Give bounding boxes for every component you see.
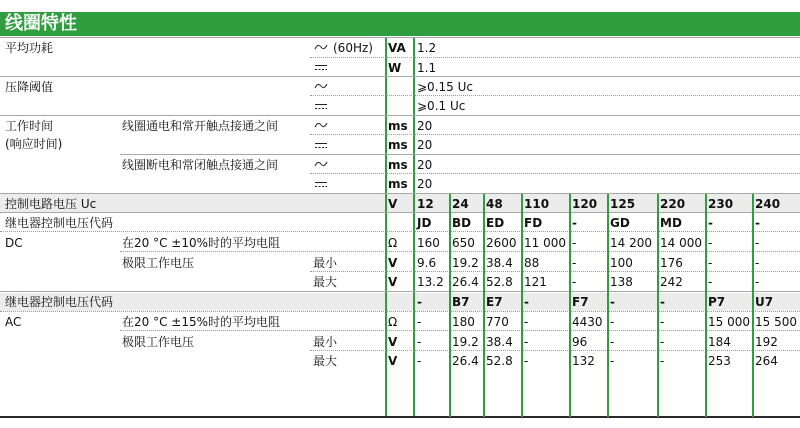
- value-va: 1.2: [417, 41, 437, 55]
- dc-min-cell: 88: [524, 256, 540, 270]
- unit-va: VA: [388, 41, 406, 55]
- dc-resistance-cell: 11 000: [524, 236, 566, 250]
- avg-power-label: 平均功耗: [5, 41, 54, 55]
- ac-resistance-cell: -: [524, 315, 529, 329]
- dc-resistance-cell: 650: [452, 236, 475, 250]
- ac-min-cell: 184: [708, 335, 731, 349]
- column-rule: [705, 194, 707, 417]
- unit-ms: ms: [388, 158, 408, 172]
- control-voltage-label: 控制电路电压 Uc: [5, 197, 97, 211]
- dc-max-cell: -: [572, 275, 577, 289]
- row-rule: [0, 311, 800, 312]
- unit-ohm: Ω: [388, 315, 398, 329]
- dc-code-cell: GD: [610, 216, 630, 230]
- dc-resistance-cell: 14 000: [660, 236, 702, 250]
- dc-resistance-cell: 14 200: [610, 236, 652, 250]
- ac-resistance-cell: -: [417, 315, 422, 329]
- ac-code-cell: E7: [486, 295, 503, 309]
- unit-volt: V: [388, 256, 398, 270]
- ac-max-cell: 26.4: [452, 354, 479, 368]
- dc-max-cell: -: [708, 275, 713, 289]
- ac-max-cell: -: [610, 354, 615, 368]
- dc-max-cell: 242: [660, 275, 683, 289]
- ac-limit-voltage-label: 极限工作电压: [122, 335, 195, 349]
- row-rule: [310, 271, 800, 272]
- row-rule: [0, 37, 800, 38]
- ac-code-cell: -: [417, 295, 422, 309]
- ac-code-band: [0, 293, 800, 311]
- close-time-label: 线圈通电和常开触点接通之间: [122, 119, 279, 133]
- dc-min-cell: 100: [610, 256, 633, 270]
- dc-max-cell: 52.8: [486, 275, 513, 289]
- row-rule: [0, 76, 800, 77]
- ac-max-cell: 253: [708, 354, 731, 368]
- voltage-cell: 220: [660, 197, 686, 211]
- value-ac-dropout: ⩾0.15 Uc: [417, 80, 473, 94]
- ac-min-cell: 96: [572, 335, 588, 349]
- dc-symbol-icon: [314, 103, 328, 110]
- row-rule: [120, 251, 800, 252]
- dc-resistance-cell: -: [572, 236, 577, 250]
- value-ms: 20: [417, 158, 433, 172]
- row-rule: [120, 154, 800, 155]
- voltage-cell: 12: [417, 197, 434, 211]
- voltage-cell: 48: [486, 197, 503, 211]
- dc-symbol-icon: [314, 142, 328, 149]
- ac-max-cell: 132: [572, 354, 595, 368]
- ac-code-cell: -: [610, 295, 615, 309]
- value-ms: 20: [417, 138, 433, 152]
- table-bottom-rule: [0, 416, 800, 418]
- dc-symbol-icon: [314, 181, 328, 188]
- ac-symbol-icon: [314, 121, 328, 129]
- dc-min-cell: 9.6: [417, 256, 437, 270]
- ac-min-cell: 19.2: [452, 335, 479, 349]
- dc-code-cell: JD: [417, 216, 432, 230]
- voltage-cell: 120: [572, 197, 598, 211]
- unit-volt: V: [388, 354, 398, 368]
- ac-resistance-cell: 770: [486, 315, 509, 329]
- dc-code-cell: MD: [660, 216, 682, 230]
- ac-max-cell: -: [524, 354, 529, 368]
- dc-min-cell: 38.4: [486, 256, 513, 270]
- ac-min-label: 最小: [313, 335, 338, 349]
- unit-volt: V: [388, 197, 398, 211]
- row-rule: [310, 134, 800, 135]
- column-rule: [449, 194, 451, 417]
- column-rule: [752, 194, 754, 417]
- ac-symbol-icon: [314, 43, 328, 51]
- ac-code-cell: F7: [572, 295, 589, 309]
- dc-min-cell: -: [755, 256, 760, 270]
- row-rule: [310, 350, 800, 351]
- dc-min-cell: -: [708, 256, 713, 270]
- ac-code-cell: B7: [452, 295, 470, 309]
- voltage-cell: 125: [610, 197, 636, 211]
- dc-resistance-cell: 160: [417, 236, 440, 250]
- dc-max-cell: 26.4: [452, 275, 479, 289]
- voltage-cell: 110: [524, 197, 550, 211]
- column-rule: [483, 194, 485, 417]
- ac-resistance-cell: 15 000: [708, 315, 750, 329]
- ac-min-cell: -: [524, 335, 529, 349]
- ac-label: AC: [5, 315, 22, 329]
- dc-code-cell: -: [572, 216, 577, 230]
- ac-min-cell: 192: [755, 335, 778, 349]
- column-rule: [607, 194, 609, 417]
- ac-symbol-icon: [314, 82, 328, 90]
- dc-min-cell: 19.2: [452, 256, 479, 270]
- dc-max-cell: -: [755, 275, 760, 289]
- page-title: 线圈特性: [5, 13, 77, 34]
- ac-resistance-cell: -: [610, 315, 615, 329]
- dc-label: DC: [5, 236, 23, 250]
- title-bar: [0, 12, 800, 36]
- row-rule: [120, 330, 800, 331]
- operating-time-label: 工作时间: [5, 119, 54, 133]
- unit-ms: ms: [388, 138, 408, 152]
- unit-w: W: [388, 61, 402, 75]
- dc-min-cell: 176: [660, 256, 683, 270]
- dc-limit-voltage-label: 极限工作电压: [122, 256, 195, 270]
- row-rule: [0, 193, 800, 194]
- dc-symbol-icon: [314, 64, 328, 71]
- value-dc-dropout: ⩾0.1 Uc: [417, 99, 466, 113]
- dc-code-cell: BD: [452, 216, 472, 230]
- dc-min-cell: -: [572, 256, 577, 270]
- ac-min-cell: 38.4: [486, 335, 513, 349]
- dc-max-cell: 121: [524, 275, 547, 289]
- row-rule: [0, 115, 800, 116]
- row-rule: [0, 212, 800, 213]
- ac-code-cell: U7: [755, 295, 774, 309]
- dropout-label: 压降阈值: [5, 80, 54, 94]
- dc-max-cell: 138: [610, 275, 633, 289]
- ac-max-label: 最大: [313, 354, 338, 368]
- ac-resistance-cell: 4430: [572, 315, 603, 329]
- unit-volt: V: [388, 275, 398, 289]
- dc-resistance-cell: 2600: [486, 236, 517, 250]
- column-rule: [569, 194, 571, 417]
- ac-code-cell: -: [660, 295, 665, 309]
- ac-max-cell: -: [660, 354, 665, 368]
- voltage-cell: 24: [452, 197, 469, 211]
- value-ms: 20: [417, 119, 433, 133]
- ac-code-cell: P7: [708, 295, 726, 309]
- dc-code-cell: ED: [486, 216, 505, 230]
- open-time-label: 线圈断电和常闭触点接通之间: [122, 158, 279, 172]
- dc-max-cell: 13.2: [417, 275, 444, 289]
- ac-min-cell: -: [610, 335, 615, 349]
- dc-resistance-label: 在20 °C ±10%时的平均电阻: [122, 236, 281, 250]
- unit-ms: ms: [388, 177, 408, 191]
- column-rule: [657, 194, 659, 417]
- ac-resistance-cell: 15 500: [755, 315, 797, 329]
- row-rule: [0, 291, 800, 292]
- row-rule: [310, 57, 800, 58]
- ac-min-cell: -: [660, 335, 665, 349]
- ac-code-cell: -: [524, 295, 529, 309]
- ac-resistance-cell: 180: [452, 315, 475, 329]
- ac-symbol-icon: [314, 160, 328, 168]
- row-rule: [310, 95, 800, 96]
- unit-volt: V: [388, 335, 398, 349]
- dc-min-label: 最小: [313, 256, 338, 270]
- ac-code-label: 继电器控制电压代码: [5, 295, 114, 309]
- unit-ms: ms: [388, 119, 408, 133]
- column-rule: [521, 194, 523, 417]
- unit-ohm: Ω: [388, 236, 398, 250]
- ac-max-cell: -: [417, 354, 422, 368]
- dc-resistance-cell: -: [755, 236, 760, 250]
- dc-code-cell: -: [755, 216, 760, 230]
- ac-max-cell: 264: [755, 354, 778, 368]
- voltage-cell: 240: [755, 197, 781, 211]
- ac-resistance-cell: -: [660, 315, 665, 329]
- dc-code-cell: FD: [524, 216, 543, 230]
- frequency-label: (60Hz): [333, 41, 373, 55]
- value-ms: 20: [417, 177, 433, 191]
- row-rule: [0, 231, 800, 232]
- dc-code-label: 继电器控制电压代码: [5, 216, 114, 230]
- ac-resistance-label: 在20 °C ±15%时的平均电阻: [122, 315, 281, 329]
- dc-resistance-cell: -: [708, 236, 713, 250]
- dc-code-cell: -: [708, 216, 713, 230]
- response-time-label: (响应时间): [5, 137, 63, 151]
- dc-max-label: 最大: [313, 275, 338, 289]
- row-rule: [310, 173, 800, 174]
- ac-min-cell: -: [417, 335, 422, 349]
- ac-max-cell: 52.8: [486, 354, 513, 368]
- voltage-cell: 230: [708, 197, 734, 211]
- value-w: 1.1: [417, 61, 437, 75]
